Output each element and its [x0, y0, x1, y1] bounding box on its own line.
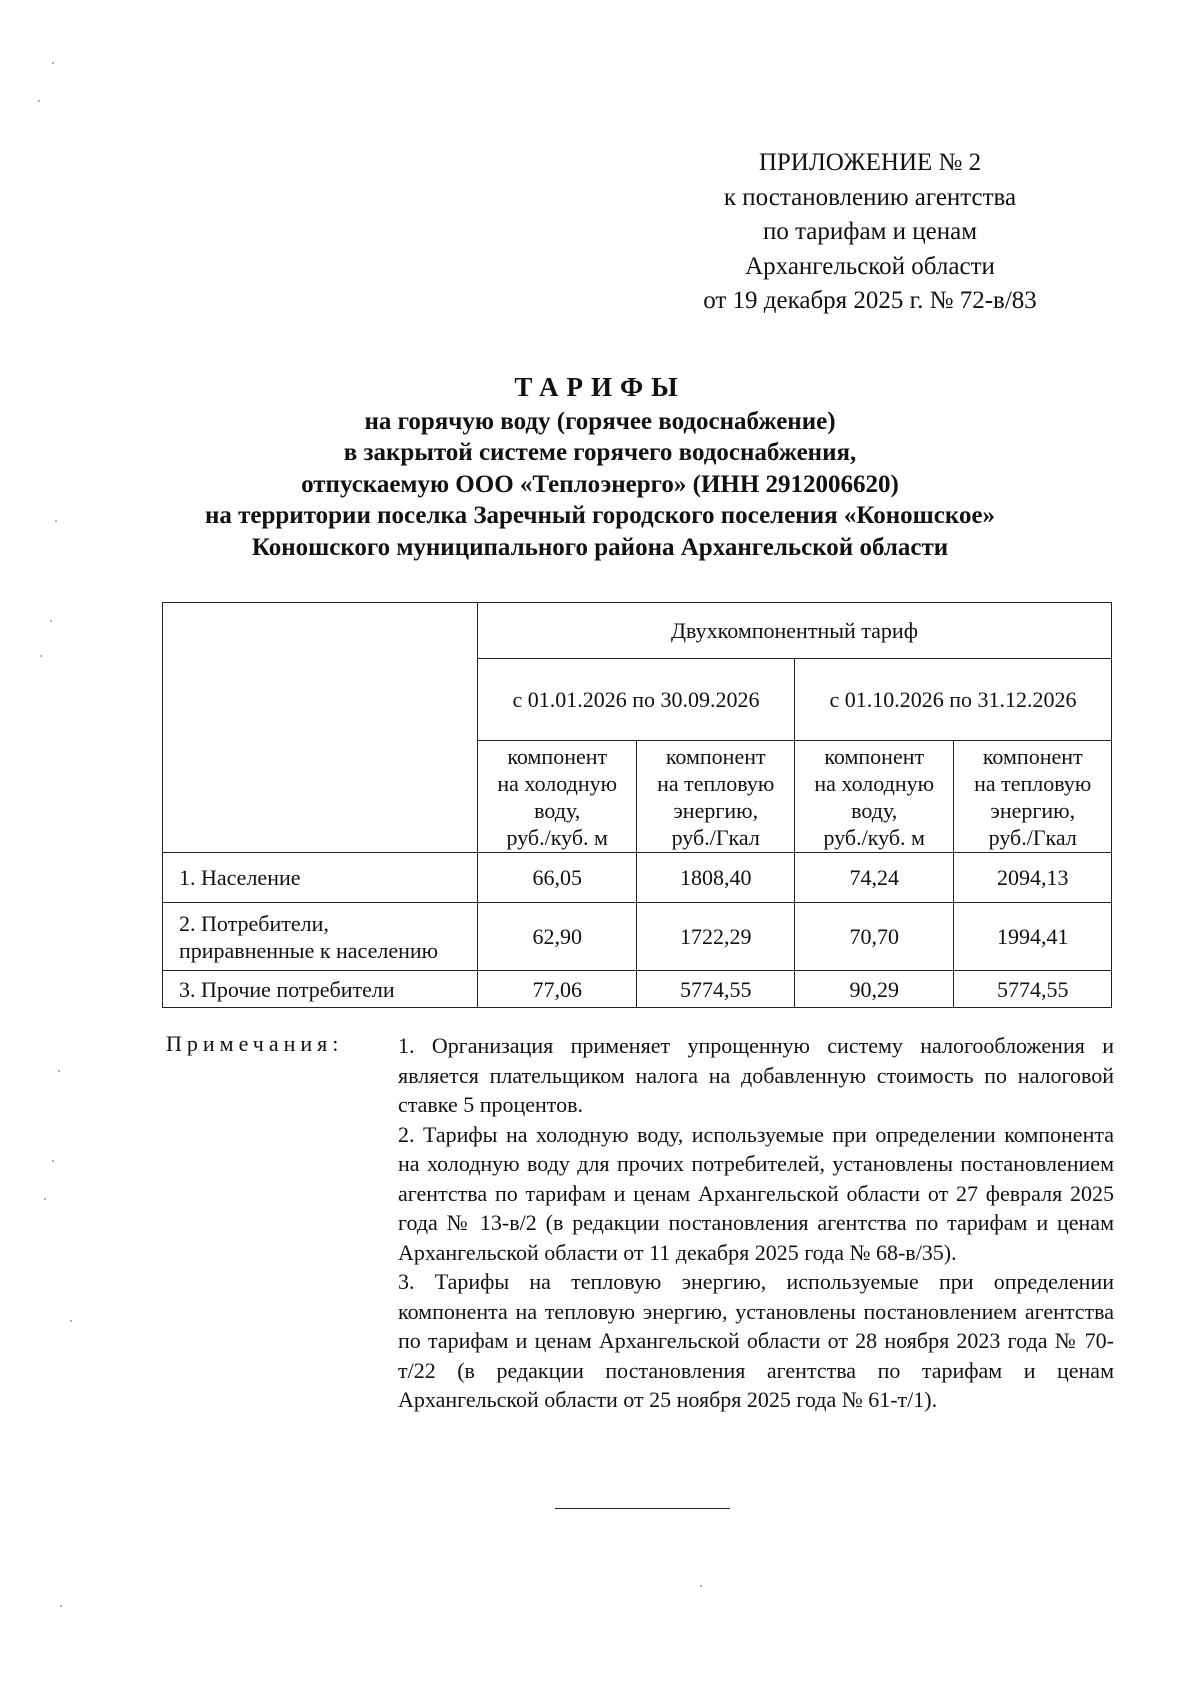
- header-text-line: на тепловую: [657, 770, 775, 796]
- title-line-1: на горячую воду (горячее водоснабжение): [364, 407, 836, 435]
- cell-water-period-2: 90,29: [794, 971, 954, 1008]
- table-header-row-main: [163, 603, 1112, 659]
- note-item: 2. Тарифы на холодную воду, используемые при определении компонента на холодную воду для прочих потребителей, установлены постановлением агентства по тарифам и ценам Архангельской области от 27 февраля 2025 года № 13-в/2 (в редакции постановления агентства по тарифам и ценам Архангельской области от 11 декабря 2025 года № 68-в/35).: [398, 1121, 1114, 1265]
- header-text-line: энергию,: [673, 797, 759, 823]
- scan-speck: [38, 100, 40, 102]
- scan-speck: [58, 1070, 60, 1072]
- cell-water-period-2: 74,24: [794, 853, 954, 903]
- header-text-line: на холодную: [814, 770, 935, 796]
- note-item: 1. Организация применяет упрощенную систему налогообложения и является плательщиком налога на добавленную стоимость по налоговой ставке 5 процентов.: [398, 1033, 1114, 1117]
- table-header-two-component: Двухкомпонентный тариф: [477, 603, 1111, 659]
- row-label-other-consumers: 3. Прочие потребители: [163, 971, 478, 1008]
- table-row: [163, 971, 1112, 1008]
- scan-speck: [40, 655, 42, 657]
- table-header-period-2: с 01.10.2026 по 31.12.2026: [794, 659, 1111, 741]
- table-header-period-1: с 01.01.2026 по 30.09.2026: [477, 659, 794, 741]
- appendix-line-agency: по тарифам и ценам: [762, 218, 978, 245]
- header-text-line: руб./Гкал: [988, 824, 1077, 850]
- header-text-line: компонент: [824, 743, 925, 769]
- cell-heat-period-1: 1722,29: [637, 903, 794, 971]
- scan-speck: [52, 1160, 54, 1162]
- cell-heat-period-2: 5774,55: [954, 971, 1112, 1008]
- header-text-line: энергию,: [990, 797, 1076, 823]
- title-line-5: Коношского муниципального района Архангельской области: [251, 533, 949, 561]
- row-label-line: приравненные к населению: [179, 937, 439, 963]
- header-text-line: руб./куб. м: [823, 824, 925, 850]
- table-row: [163, 903, 1112, 971]
- title-line-3: отпускаемую ООО «Теплоэнерго» (ИНН 2912006620): [301, 470, 899, 498]
- header-text-line: компонент: [507, 743, 608, 769]
- appendix-line-date: от 19 декабря 2025 г. № 72-в/83: [703, 287, 1037, 314]
- cell-heat-period-2: 2094,13: [954, 853, 1112, 903]
- table-header-water-component: [794, 741, 954, 853]
- scan-speck: [50, 620, 52, 622]
- appendix-line-resolution: к постановлению агентства: [723, 183, 1017, 211]
- scan-speck: [52, 62, 54, 64]
- table-header-water-component: [477, 741, 637, 853]
- closing-divider-line: [555, 1508, 730, 1509]
- cell-heat-period-1: 1808,40: [637, 853, 794, 903]
- header-text-line: на холодную: [497, 770, 618, 796]
- header-text-line: воду,: [851, 797, 898, 823]
- header-text-line: руб./куб. м: [506, 824, 608, 850]
- title-line-4: на территории поселка Заречный городского поселения «Коношское»: [204, 502, 996, 529]
- table-row: [163, 853, 1112, 903]
- cell-water-period-2: 70,70: [794, 903, 954, 971]
- header-text-line: на тепловую: [974, 770, 1092, 796]
- scan-speck: [55, 520, 57, 522]
- cell-heat-period-1: 5774,55: [637, 971, 794, 1008]
- title-main: ТАРИФЫ: [514, 372, 686, 402]
- title-line-2: в закрытой системе горячего водоснабжения,: [343, 439, 857, 466]
- row-label-population: 1. Население: [163, 853, 478, 903]
- row-label-equivalent-consumers: [163, 903, 478, 971]
- header-text-line: руб./Гкал: [671, 824, 760, 850]
- table-corner-cell: [163, 603, 478, 853]
- scan-speck: [70, 1320, 72, 1322]
- cell-heat-period-2: 1994,41: [954, 903, 1112, 971]
- notes-list: [398, 1031, 1114, 1415]
- header-text-line: воду,: [534, 797, 581, 823]
- scan-speck: [60, 1605, 62, 1607]
- appendix-line-region: Архангельской области: [745, 252, 995, 280]
- scan-speck: [44, 1198, 46, 1200]
- note-item: 3. Тарифы на тепловую энергию, используемые при определении компонента на тепловую энергию, установлены постановлением агентства по тарифам и ценам Архангельской области от 28 ноября 2023 года № 70-т/22 (в редакции постановления агентства по тарифам и ценам Архангельской области от 25 ноября 2025 года № 61-т/1).: [398, 1269, 1114, 1412]
- table-header-heat-component: [637, 741, 794, 853]
- cell-water-period-1: 66,05: [477, 853, 637, 903]
- header-text-line: компонент: [982, 743, 1083, 769]
- tariff-table: [162, 602, 1112, 1008]
- cell-water-period-1: 62,90: [477, 903, 637, 971]
- document-title: [100, 372, 1100, 563]
- appendix-number: ПРИЛОЖЕНИЕ № 2: [758, 149, 982, 176]
- appendix-header: [660, 146, 1080, 319]
- row-label-line: 2. Потребители,: [179, 910, 329, 936]
- table-header-heat-component: [954, 741, 1112, 853]
- cell-water-period-1: 77,06: [477, 971, 637, 1008]
- scan-speck: [700, 1585, 702, 1587]
- notes-label: Примечания:: [166, 1031, 344, 1056]
- header-text-line: компонент: [665, 743, 766, 769]
